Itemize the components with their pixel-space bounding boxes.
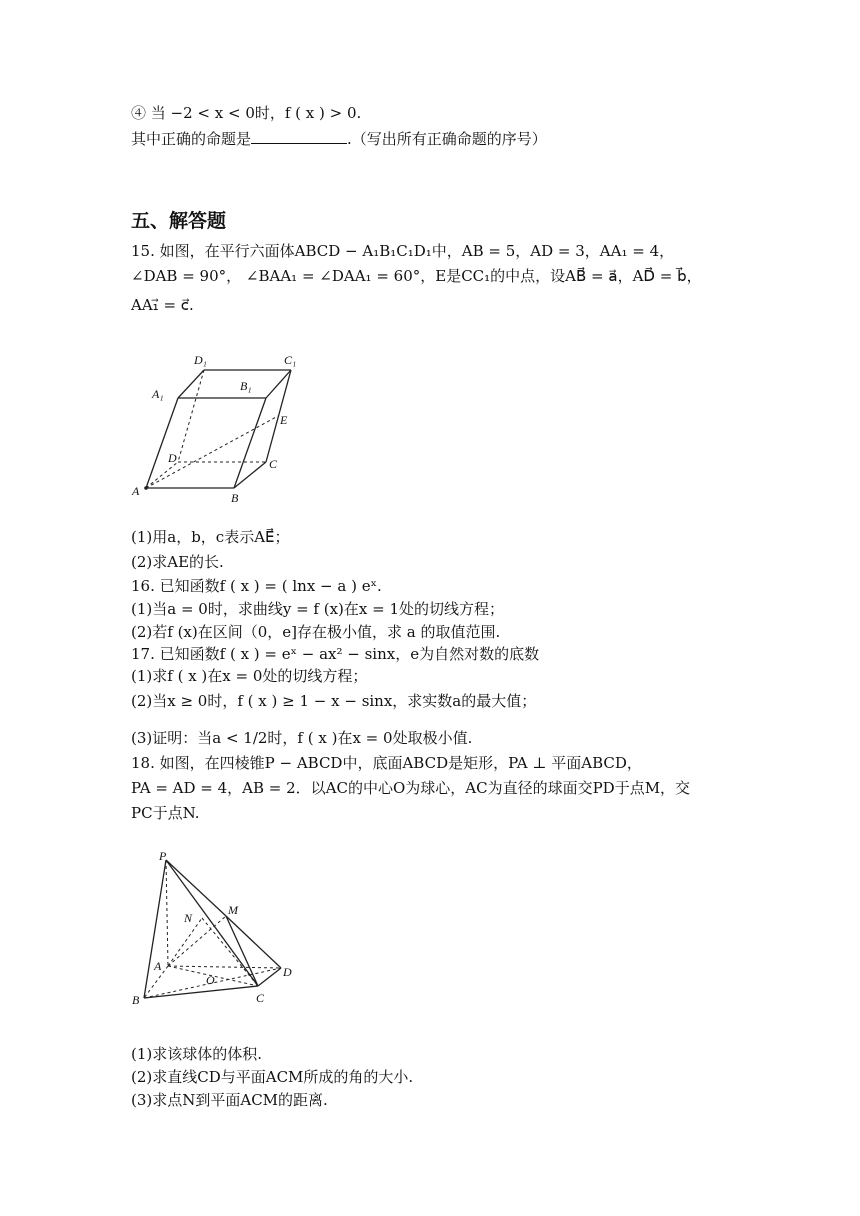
q18-part3: (3)求点N到平面ACM的距离. [131, 1091, 328, 1109]
q15-line3: AA₁⃗ = c⃗. [131, 296, 194, 314]
pyramid-figure [126, 846, 306, 1010]
q18-part2: (2)求直线CD与平面ACM所成的角的大小. [131, 1068, 414, 1086]
q17-part3: (3)证明：当a < 1/2时，f ( x )在x = 0处取极小值. [131, 729, 473, 747]
label-A: A [132, 484, 140, 498]
answer-prompt [131, 128, 547, 150]
label-C: C [269, 457, 278, 471]
q15-line2: ∠DAB = 90°， ∠BAA₁ = ∠DAA₁ = 60°，E是CC₁的中点，设AB⃗ = a⃗，AD⃗ = b⃗， [131, 267, 702, 285]
label-C1: C₁ [284, 353, 297, 367]
label-A: A [154, 959, 162, 973]
label-M: M [228, 903, 238, 917]
q16-part1: (1)当a = 0时，求曲线y = f (x)在x = 1处的切线方程； [131, 600, 505, 618]
label-D1: D₁ [194, 353, 207, 367]
q16-title: 16. 已知函数f ( x ) = ( lnx − a ) eˣ. [131, 577, 382, 595]
section-title: 五、解答题 [131, 210, 227, 232]
label-B1: B₁ [240, 379, 252, 393]
q17-part2: (2)当x ≥ 0时，f ( x ) ≥ 1 − x − sinx，求实数a的最大值； [131, 692, 537, 710]
label-B: B [231, 491, 239, 505]
label-C: C [256, 991, 265, 1005]
q16-part2: (2)若f (x)在区间（0，e]存在极小值，求 a 的取值范围. [131, 623, 501, 641]
label-A1: A₁ [152, 387, 164, 401]
q15-line1: 15. 如图，在平行六面体ABCD − A₁B₁C₁D₁中，AB = 5，AD = 3，AA₁ = 4， [131, 242, 675, 260]
q17-title: 17. 已知函数f ( x ) = eˣ − ax² − sinx，e为自然对数的底数 [131, 645, 540, 663]
q18-line2: PA = AD = 4，AB = 2．以AC的中心O为球心，AC为直径的球面交PD于点M，交 [131, 779, 691, 797]
q18-line1: 18. 如图，在四棱锥P − ABCD中，底面ABCD是矩形，PA ⊥ 平面ABCD， [131, 754, 642, 772]
label-E: E [280, 413, 288, 427]
label-D: D [283, 965, 292, 979]
q18-part1: (1)求该球体的体积. [131, 1045, 263, 1063]
q15-part1: (1)用a，b，c表示AE⃗； [131, 528, 290, 546]
prop-4: ④ 当 −2 < x < 0时，f ( x ) > 0. [131, 104, 362, 122]
label-D: D [168, 451, 177, 465]
q18-line3: PC于点N. [131, 804, 200, 822]
parallelepiped-figure [126, 348, 306, 508]
q17-part1: (1)求f ( x )在x = 0处的切线方程； [131, 667, 368, 685]
label-N: N [184, 911, 193, 925]
answer-blank[interactable] [251, 129, 347, 144]
q15-part2: (2)求AE的长. [131, 553, 224, 571]
label-P: P [159, 849, 167, 863]
label-O: O [206, 973, 215, 987]
answer-prompt-text: 其中正确的命题是 [131, 130, 252, 148]
answer-prompt-tail: .（写出所有正确命题的序号） [347, 130, 547, 148]
label-B: B [132, 993, 140, 1007]
